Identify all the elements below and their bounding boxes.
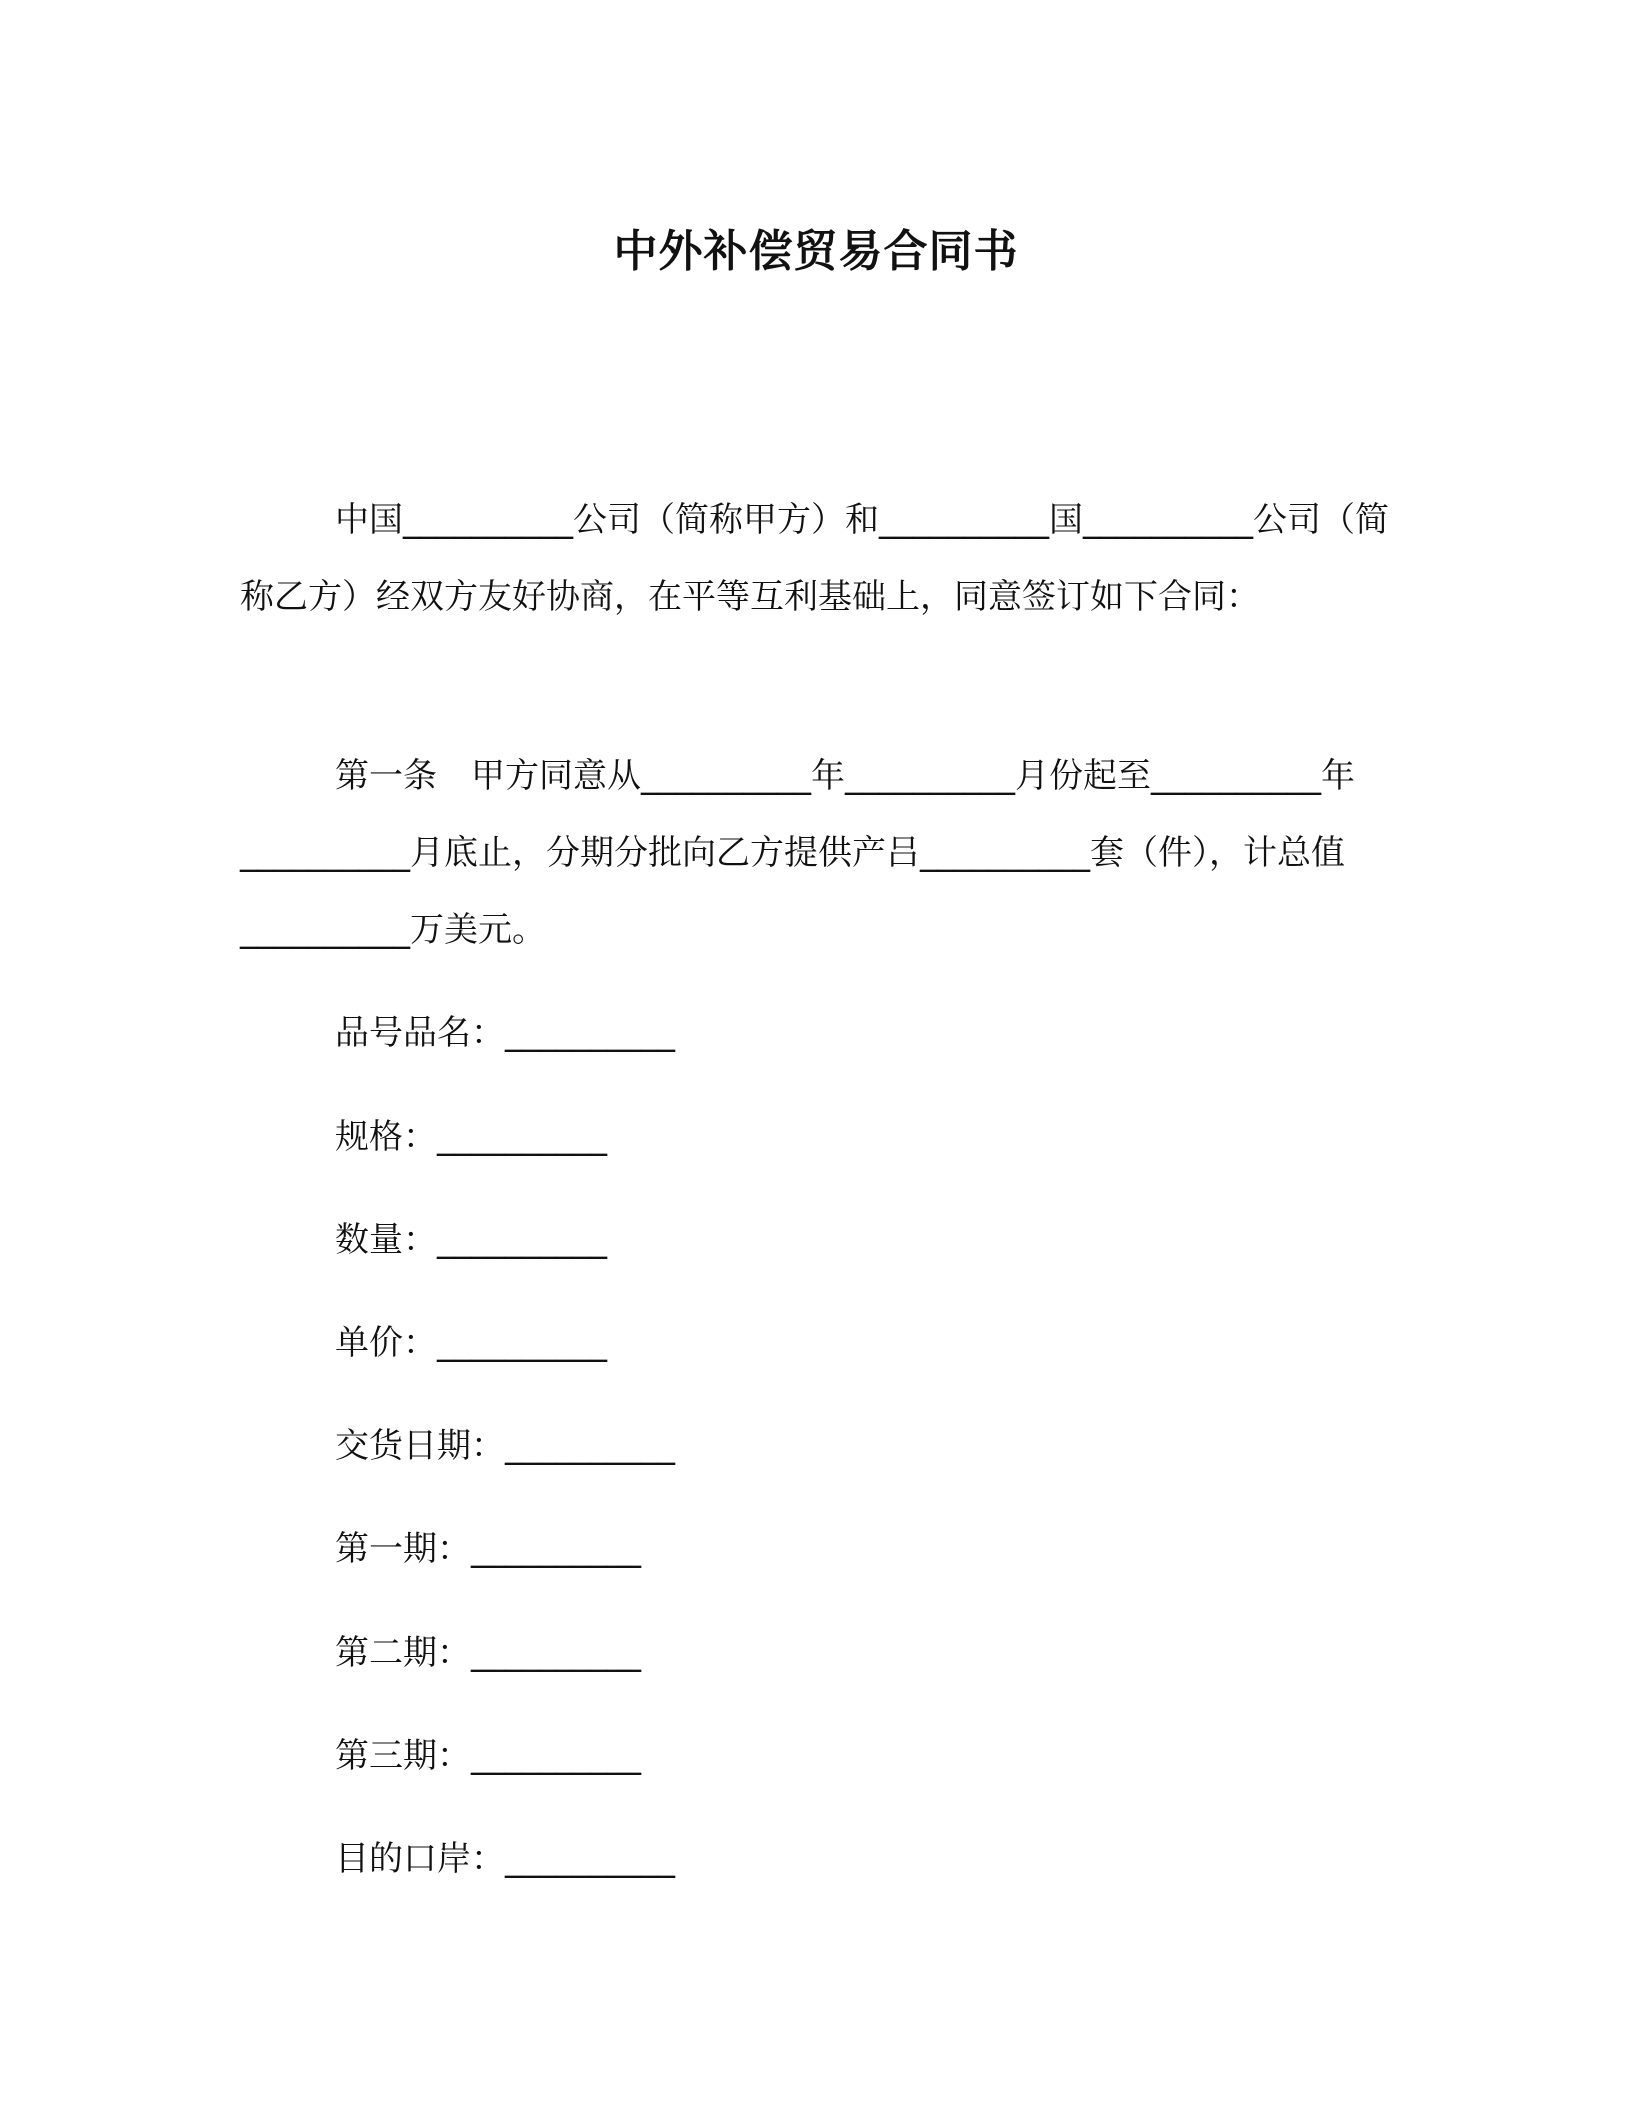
field-label: 数量：: [335, 1220, 437, 1260]
field-product-name: [335, 1008, 675, 1058]
field-blank: __________: [437, 1220, 607, 1260]
field-phase-3: [335, 1731, 641, 1781]
field-blank: __________: [505, 1426, 675, 1466]
field-phase-2: [335, 1628, 641, 1678]
field-blank: __________: [471, 1529, 641, 1569]
field-label: 规格：: [335, 1117, 437, 1157]
field-destination-port: [335, 1834, 675, 1884]
field-blank: __________: [505, 1839, 675, 1879]
field-blank: __________: [437, 1323, 607, 1363]
field-label: 第二期：: [335, 1633, 471, 1673]
intro-paragraph: 中国__________公司（简称甲方）和__________国__________公司（简称乙方）经双方友好协商，在平等互利基础上，同意签订如下合同：: [240, 500, 1389, 617]
field-blank: __________: [471, 1736, 641, 1776]
field-unit-price: [335, 1318, 607, 1368]
field-blank: __________: [437, 1117, 607, 1157]
article-1-paragraph: 第一条 甲方同意从__________年__________月份起至__________年__________月底止，分期分批向乙方提供产吕__________套（件），计总值__________万美元。: [240, 756, 1355, 950]
field-blank: __________: [505, 1013, 675, 1053]
field-phase-1: [335, 1524, 641, 1574]
field-delivery-date: [335, 1421, 675, 1471]
field-label: 目的口岸：: [335, 1839, 505, 1879]
field-label: 品号品名：: [335, 1013, 505, 1053]
field-label: 单价：: [335, 1323, 437, 1363]
field-label: 第一期：: [335, 1529, 471, 1569]
field-label: 交货日期：: [335, 1426, 505, 1466]
field-specification: [335, 1112, 607, 1162]
field-label: 第三期：: [335, 1736, 471, 1776]
field-quantity: [335, 1215, 607, 1265]
field-blank: __________: [471, 1633, 641, 1673]
document-title: 中外补偿贸易合同书: [613, 226, 1019, 277]
